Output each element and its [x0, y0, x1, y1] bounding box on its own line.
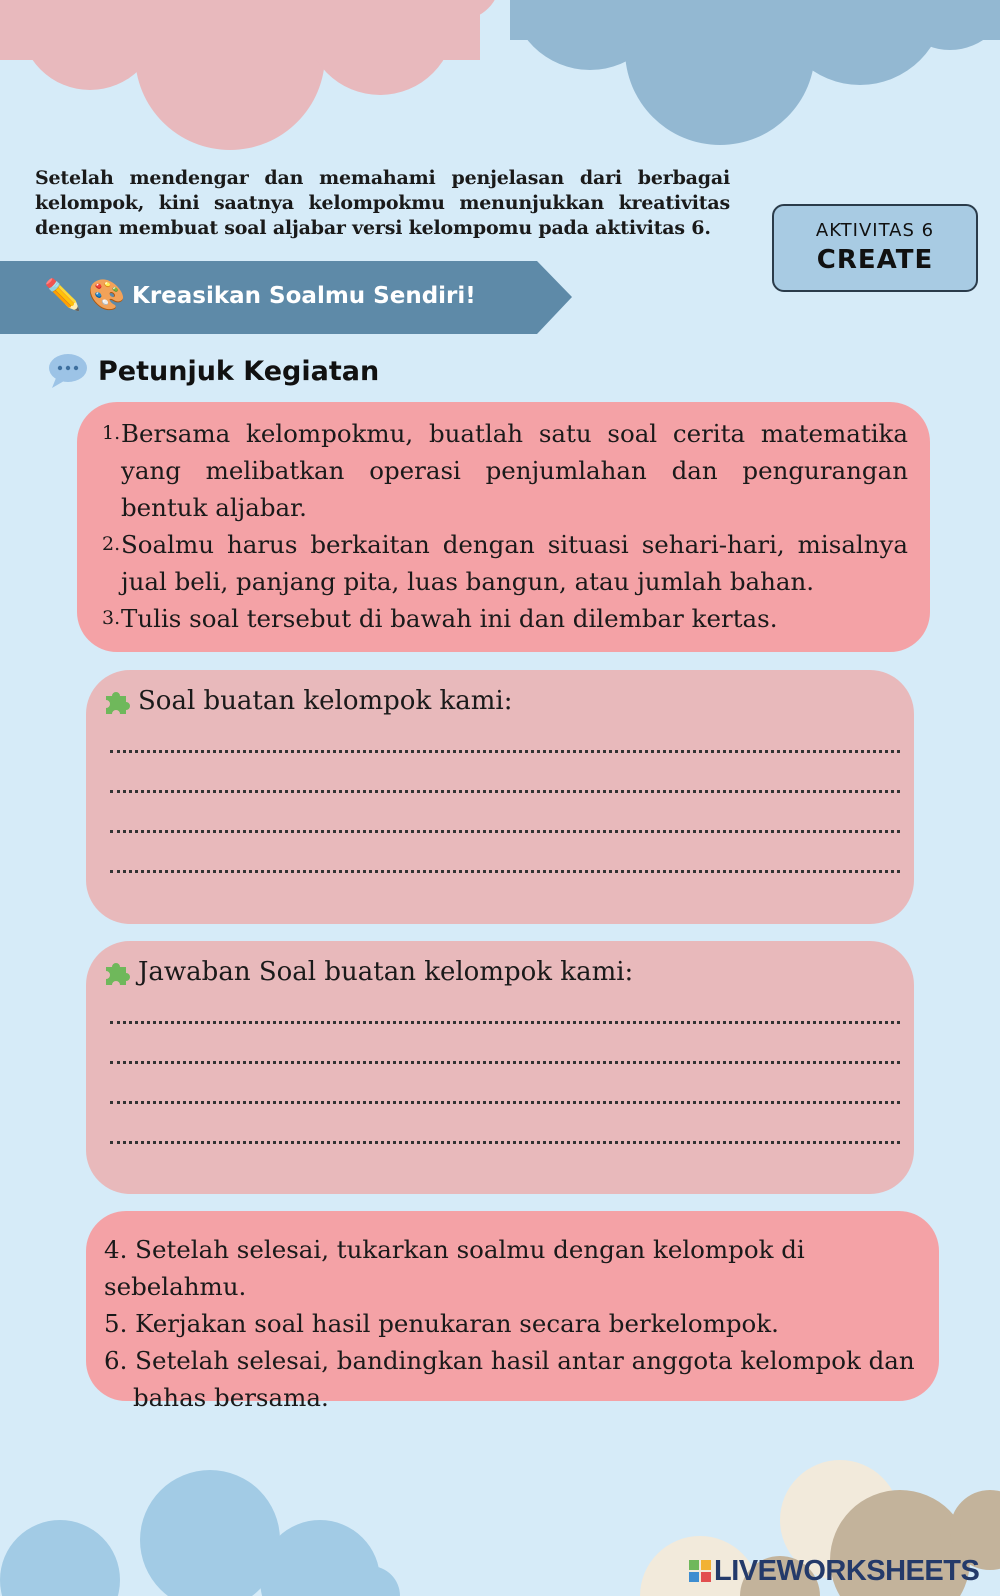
instructions-list: [102, 415, 908, 637]
blue-cloud-bottom: [0, 1470, 400, 1596]
instructions-box: [77, 402, 930, 652]
steps-list: [104, 1231, 924, 1416]
puzzle-icon: [102, 957, 132, 987]
instruction-text: Soalmu harus berkaitan dengan situasi sehari-hari, misalnya jual beli, panjang pita, luas bangun, atau jumlah bahan.: [121, 530, 908, 596]
instruction-text: Bersama kelompokmu, buatlah satu soal cerita matematika yang melibatkan operasi penjumlahan dan pengurangan bentuk aljabar.: [121, 419, 908, 522]
instruction-number: 1.: [102, 422, 121, 444]
question-box-title: Soal buatan kelompok kami:: [138, 686, 513, 716]
pencil-icon: ✏️: [44, 278, 82, 313]
question-answer-line[interactable]: [110, 830, 900, 833]
palette-icon: 🎨: [88, 278, 126, 313]
step-item: 4. Setelah selesai, tukarkan soalmu dengan kelompok di sebelahmu.: [104, 1235, 805, 1301]
answer-line[interactable]: [110, 1101, 900, 1104]
question-answer-line[interactable]: [110, 870, 900, 873]
step-item-continuation: bahas bersama.: [133, 1383, 329, 1412]
logo-text: LIVEWORKSHEETS: [714, 1555, 980, 1587]
question-answer-line[interactable]: [110, 790, 900, 793]
activity-badge-subtitle: AKTIVITAS 6: [815, 220, 935, 241]
blue-cloud-top: [510, 0, 1000, 145]
instruction-item: [102, 526, 908, 600]
question-answer-line[interactable]: [110, 750, 900, 753]
steps-box: [86, 1211, 939, 1412]
instruction-text: Tulis soal tersebut di bawah ini dan dilembar kertas.: [121, 604, 778, 633]
intro-paragraph: Setelah mendengar dan memahami penjelasan dari berbagai kelompok, kini saatnya kelompokmu menunjukkan kreativitas dengan membuat soal aljabar versi kelompomu pada aktivitas 6.: [35, 167, 730, 239]
answer-box-title: Jawaban Soal buatan kelompok kami:: [138, 957, 634, 987]
step-item: 6. Setelah selesai, bandingkan hasil antar anggota kelompok dan: [104, 1346, 915, 1375]
instruction-number: 2.: [102, 533, 121, 555]
answer-line[interactable]: [110, 1061, 900, 1064]
answer-line[interactable]: [110, 1021, 900, 1024]
instruction-number: 3.: [102, 607, 121, 629]
answer-line[interactable]: [110, 1141, 900, 1144]
instruction-item: [102, 600, 908, 637]
question-box: [86, 670, 914, 924]
answer-box: [86, 941, 914, 1194]
logo-mark-icon: [689, 1560, 711, 1582]
activity-badge: [772, 204, 978, 292]
step-item: 5. Kerjakan soal hasil penukaran secara berkelompok.: [104, 1309, 779, 1338]
speech-bubble-icon: [48, 352, 90, 388]
pink-cloud-top: [0, 0, 500, 150]
activity-badge-title: CREATE: [816, 245, 934, 275]
puzzle-icon: [102, 686, 132, 716]
banner-title: Kreasikan Soalmu Sendiri!: [132, 283, 476, 309]
instruction-item: [102, 415, 908, 526]
instructions-heading: Petunjuk Kegiatan: [98, 356, 380, 387]
